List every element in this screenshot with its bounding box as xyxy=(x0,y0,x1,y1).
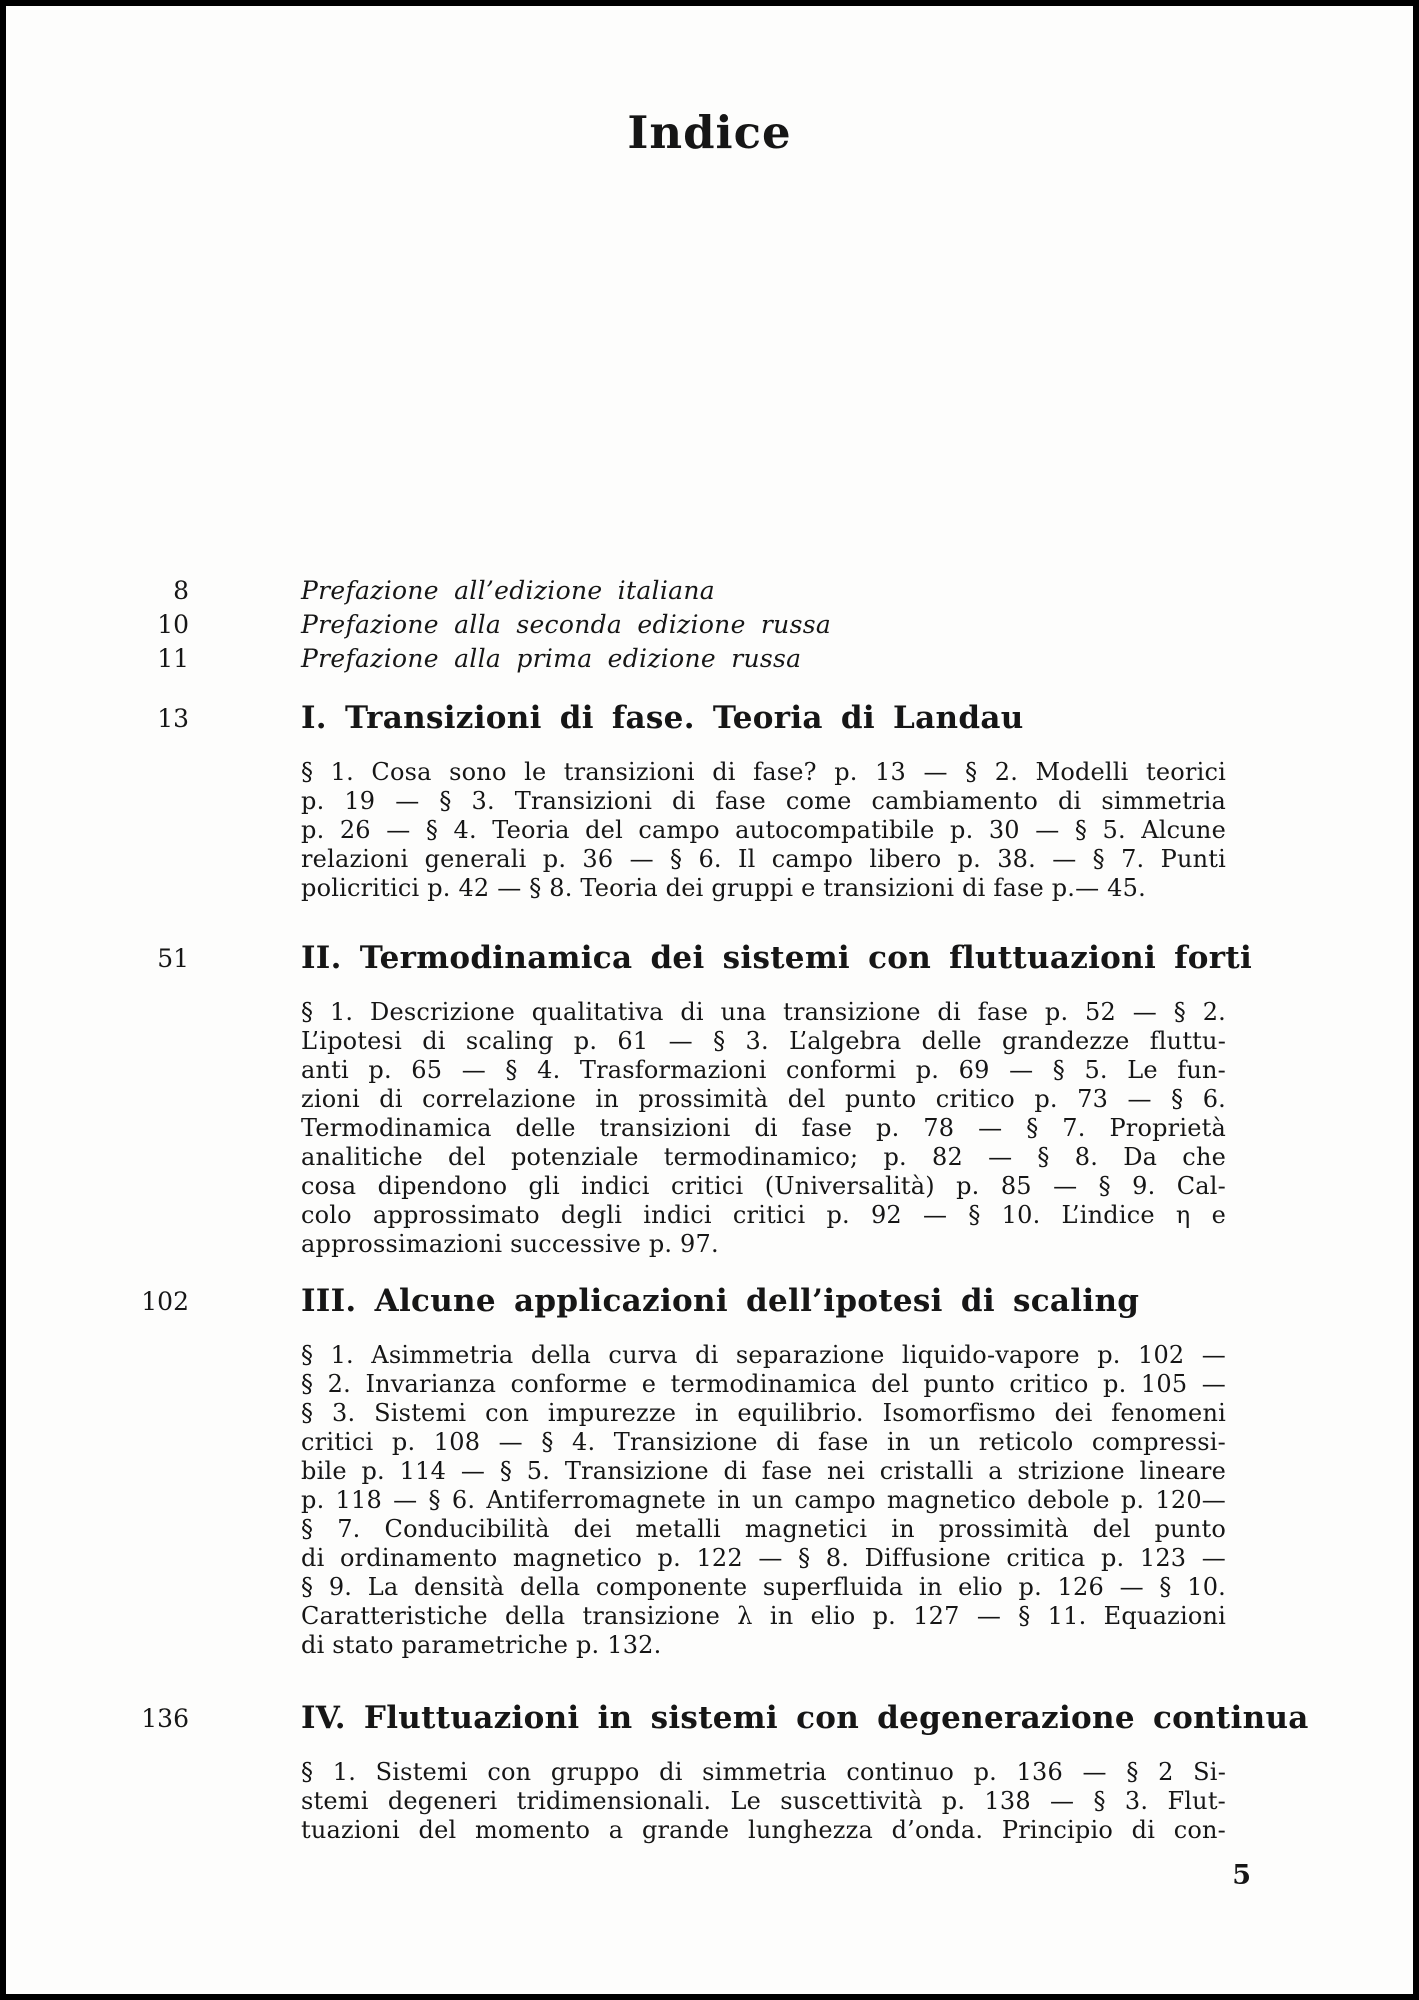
chapter-detail-line: p. 19 — § 3. Transizioni di fase come cambiamento di simmetria xyxy=(301,787,1226,815)
preface-page-number: 10 xyxy=(157,610,189,639)
chapter-detail-paragraph xyxy=(301,1341,1226,1660)
preface-entry-label: Prefazione alla prima edizione russa xyxy=(301,644,802,673)
chapter-detail-line: Caratteristiche della transizione λ in elio p. 127 — § 11. Equazioni xyxy=(301,1602,1226,1630)
chapter-detail-line: § 1. Sistemi con gruppo di simmetria continuo p. 136 — § 2 Si- xyxy=(301,1758,1226,1786)
chapter-detail-paragraph xyxy=(301,1758,1226,1845)
chapter-page-number: 13 xyxy=(157,704,189,733)
chapter-section xyxy=(6,700,1413,903)
chapter-detail-line: § 2. Invarianza conforme e termodinamica del punto critico p. 105 — xyxy=(301,1370,1226,1398)
preface-page-number: 11 xyxy=(157,644,189,673)
chapter-detail-line: di ordinamento magnetico p. 122 — § 8. Diffusione critica p. 123 — xyxy=(301,1544,1226,1572)
chapter-section xyxy=(6,1700,1413,1845)
chapter-detail-line: anti p. 65 — § 4. Trasformazioni conformi p. 69 — § 5. Le fun- xyxy=(301,1056,1226,1084)
chapter-detail-line: § 1. Descrizione qualitativa di una transizione di fase p. 52 — § 2. xyxy=(301,998,1226,1026)
chapter-title: III. Alcune applicazioni dell’ipotesi di scaling xyxy=(301,1283,1140,1319)
chapter-detail-line: colo approssimato degli indici critici p. 92 — § 10. L’indice η e xyxy=(301,1201,1226,1229)
chapter-detail-line: tuazioni del momento a grande lunghezza d’onda. Principio di con- xyxy=(301,1816,1226,1844)
chapter-detail-paragraph xyxy=(301,998,1226,1259)
chapter-page-number: 51 xyxy=(157,944,189,973)
chapter-detail-line: Termodinamica delle transizioni di fase p. 78 — § 7. Proprietà xyxy=(301,1114,1226,1142)
chapter-detail-paragraph xyxy=(301,758,1226,903)
chapter-section xyxy=(6,940,1413,1259)
chapter-detail-line: analitiche del potenziale termodinamico; p. 82 — § 8. Da che xyxy=(301,1143,1226,1171)
chapter-detail-line: cosa dipendono gli indici critici (Universalità) p. 85 — § 9. Cal- xyxy=(301,1172,1226,1200)
page-title: Indice xyxy=(627,106,792,159)
chapter-title: II. Termodinamica dei sistemi con fluttuazioni forti xyxy=(301,940,1253,976)
chapter-detail-line: L’ipotesi di scaling p. 61 — § 3. L’algebra delle grandezze fluttu- xyxy=(301,1027,1226,1055)
preface-entry-label: Prefazione all’edizione italiana xyxy=(301,576,715,605)
chapter-detail-line: critici p. 108 — § 4. Transizione di fase in un reticolo compressi- xyxy=(301,1428,1226,1456)
chapter-detail-line: § 1. Asimmetria della curva di separazione liquido-vapore p. 102 — xyxy=(301,1341,1226,1369)
chapter-detail-line: § 9. La densità della componente superfluida in elio p. 126 — § 10. xyxy=(301,1573,1226,1601)
chapter-title: IV. Fluttuazioni in sistemi con degenerazione continua xyxy=(301,1700,1309,1736)
chapter-detail-line: § 3. Sistemi con impurezze in equilibrio. Isomorfismo dei fenomeni xyxy=(301,1399,1226,1427)
page-number: 5 xyxy=(1232,1860,1251,1891)
chapter-detail-line: relazioni generali p. 36 — § 6. Il campo libero p. 38. — § 7. Punti xyxy=(301,845,1226,873)
preface-page-number: 8 xyxy=(173,576,189,605)
preface-entry-label: Prefazione alla seconda edizione russa xyxy=(301,610,832,639)
chapter-detail-line: bile p. 114 — § 5. Transizione di fase nei cristalli a strizione lineare xyxy=(301,1457,1226,1485)
chapter-title: I. Transizioni di fase. Teoria di Landau xyxy=(301,700,1024,736)
chapter-detail-line: stemi degeneri tridimensionali. Le suscettività p. 138 — § 3. Flut- xyxy=(301,1787,1226,1815)
chapter-detail-line: p. 118 — § 6. Antiferromagnete in un campo magnetico debole p. 120— xyxy=(301,1486,1226,1514)
chapter-detail-line: approssimazioni successive p. 97. xyxy=(301,1230,719,1258)
chapter-page-number: 136 xyxy=(141,1704,189,1733)
chapter-detail-line: § 1. Cosa sono le transizioni di fase? p. 13 — § 2. Modelli teorici xyxy=(301,758,1226,786)
chapter-page-number: 102 xyxy=(141,1287,189,1316)
chapter-detail-line: di stato parametriche p. 132. xyxy=(301,1631,662,1659)
chapter-detail-line: p. 26 — § 4. Teoria del campo autocompatibile p. 30 — § 5. Alcune xyxy=(301,816,1226,844)
chapter-detail-line: policritici p. 42 — § 8. Teoria dei gruppi e transizioni di fase p.— 45. xyxy=(301,874,1146,902)
chapter-detail-line: § 7. Conducibilità dei metalli magnetici in prossimità del punto xyxy=(301,1515,1226,1543)
chapter-section xyxy=(6,1283,1413,1660)
chapter-detail-line: zioni di correlazione in prossimità del punto critico p. 73 — § 6. xyxy=(301,1085,1226,1113)
